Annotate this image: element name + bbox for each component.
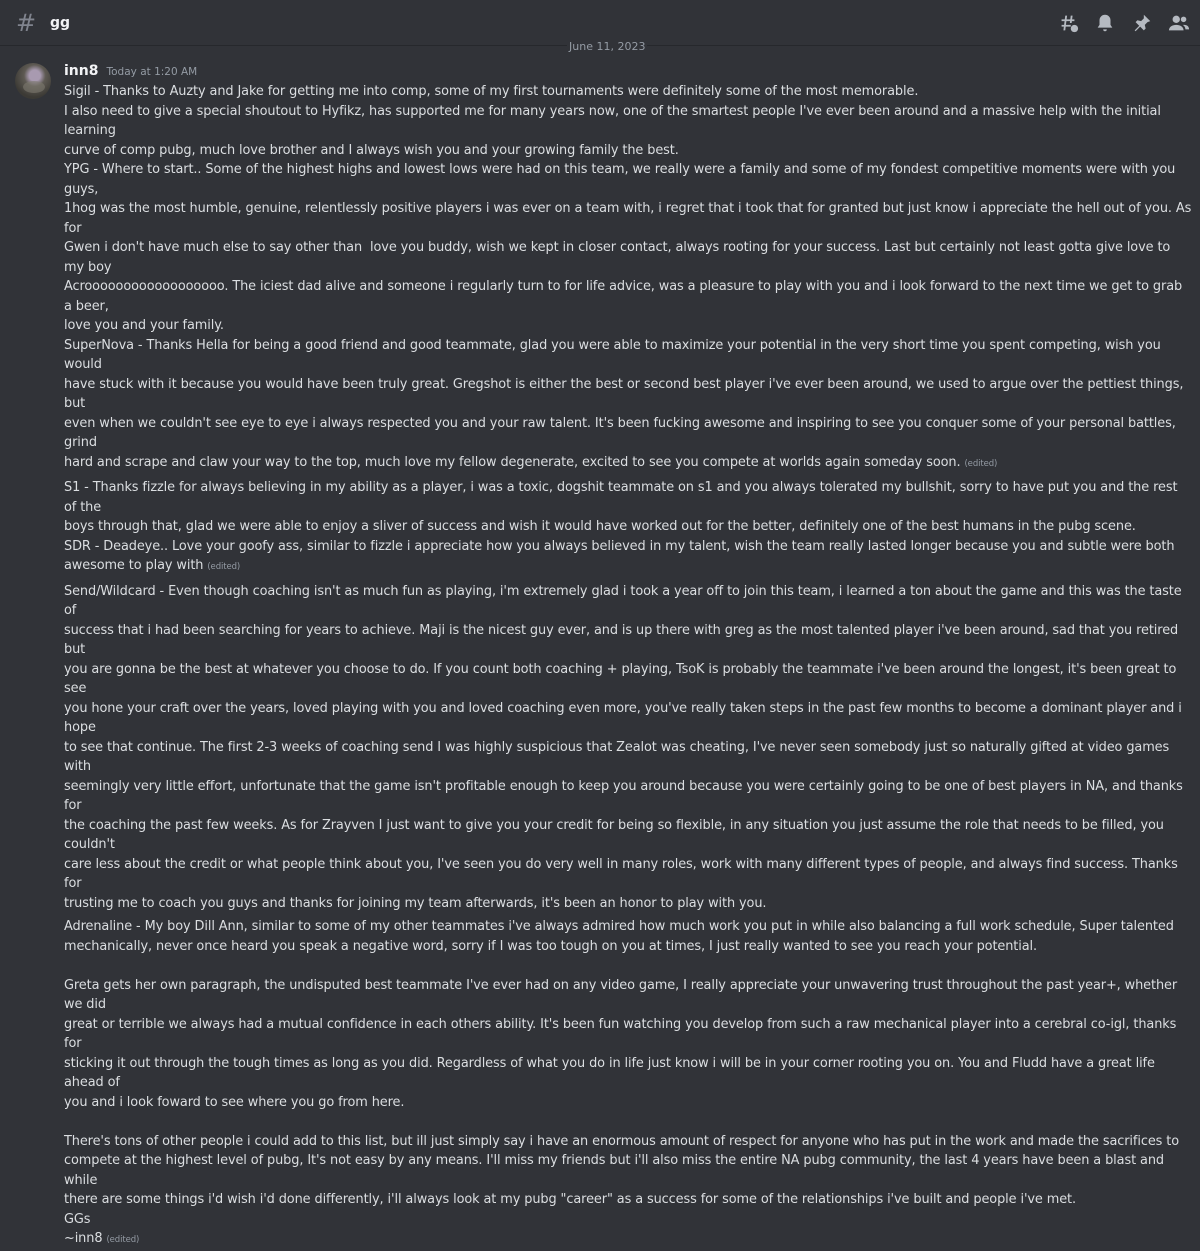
date-divider-label: June 11, 2023 [569, 40, 646, 53]
message-timestamp[interactable]: Today at 1:20 AM [106, 66, 198, 78]
header-toolbar [1057, 12, 1190, 34]
edited-label: (edited) [207, 562, 241, 572]
message-author[interactable]: inn8 [64, 63, 99, 79]
date-divider [0, 40, 1200, 53]
message-paragraph [64, 917, 1192, 1251]
members-icon[interactable] [1168, 12, 1190, 34]
paragraph-text: Sigil - Thanks to Auzty and Jake for getting me into comp, some of my first tournaments were definitely some of the most memorable. I also need to give a special shoutout to Hyfikz, has supported me for many years now, one of the smartest people I've ever been around and a massive help with the initial learning curve of comp pubg, much love brother and I always wish you and your growing family the best. YPG - Where to start.. Some of the highest highs and lowest lows were had on this team, we really were a family and some of my fondest competitive moments were with you guys, 1hog was the most humble, genuine, relentlessly positive players i was ever on a team with, i regret that i took that for granted but just know i appreciate the hell out of you. As for Gwen i don't have much else to say other than love you buddy, wish we kept in closer contact, always rooting for your success. Last but certainly not least gotta give love to my boy Acroooooooooooooooooo. The iciest dad alive and someone i regularly turn to for life advice, was a pleasure to play with you and i look forward to the next time we get to grab a beer, love you and your family. SuperNova - Thanks Hella for being a good friend and good teammate, glad you were able to maximize your potential in the very short time you spent competing, wish you would have stuck with it because you would have been truly great. Gregshot is either the best or second best player i've ever been around, we used to argue over the pettiest things, but even when we couldn't see eye to eye i always respected you and your raw talent. It's been fucking awesome and inspiring to see you conquer some of your personal battles, grind hard and scrape and claw your way to the top, much love my fellow degenerate, excited to see you compete at worlds again someday soon. [64, 84, 1192, 470]
avatar-image [23, 81, 45, 93]
message-content [64, 82, 1192, 1251]
hash-icon: # [16, 8, 37, 37]
bell-icon[interactable] [1094, 12, 1116, 34]
paragraph-text: Adrenaline - My boy Dill Ann, similar to some of my other teammates i've always admired how much work you put in while also balancing a full work schedule, Super talented mechanically, never once heard you speak a negative word, sorry if I was too tough on you at times, I just really wanted to see you reach your potential. Greta gets her own paragraph, the undisputed best teammate I've ever had on any video game, I really appreciate your unwavering trust throughout the past year+, whether we did great or terrible we always had a mutual confidence in each others ability. It's been fun watching you develop from such a raw mechanical player into a cerebral co-igl, thanks for sticking it out through the tough times as long as you did. Regardless of what you do in life just know i will be in your corner rooting you on. You and Fludd have a great life ahead of you and i look foward to see where you go from here. There's tons of other people i could add to this list, but ill just simply say i have an enormous amount of respect for anyone who has put in the work and made the sacrifices to compete at the highest level of pubg, It's not easy by any means. I'll miss my friends but i'll also miss the entire NA pubg community, the last 4 years have been a blast and while there are some things i'd wish i'd done differently, i'll always look at my pubg "career" as a success for some of the relationships i've built and people i've met. GGs ~inn8 [64, 919, 1180, 1246]
message-paragraph [64, 582, 1192, 914]
pin-icon[interactable] [1131, 12, 1153, 34]
edited-label: (edited) [106, 1235, 140, 1245]
message-paragraph [64, 478, 1192, 578]
threads-icon[interactable] [1057, 12, 1079, 34]
edited-label: (edited) [964, 458, 998, 469]
message-paragraph [64, 82, 1192, 474]
channel-name: gg [50, 14, 71, 31]
paragraph-text: S1 - Thanks fizzle for always believing in my ability as a player, i was a toxic, dogshit teammate on s1 and you always tolerated my bullshit, sorry to have put you and the rest of the boys through that, glad we were able to enjoy a sliver of success and wish it would have worked out for the better, definitely one of the best humans in the pubg scene. SDR - Deadeye.. Love your goofy ass, similar to fizzle i appreciate how you always believed in my talent, wish the team really lasted longer because you and subtle were both awesome to play with [64, 480, 1178, 573]
message-header [64, 63, 197, 83]
paragraph-text: Send/Wildcard - Even though coaching isn't as much fun as playing, i'm extremely glad i took a year off to join this team, i learned a ton about the game and this was the taste of success that i had been searching for years to achieve. Maji is the nicest guy ever, and is up there with greg as the most talented player i've been around, sad that you retired but you are gonna be the best at whatever you choose to do. If you count both coaching + playing, TsoK is probably the teammate i've been around the longest, it's been great to see you hone your craft over the years, loved playing with you and loved coaching even more, you've really taken steps in the past few months to become a dominant player and i hope to see that continue. The first 2-3 weeks of coaching send I was highly suspicious that Zealot was cheating, I've never seen somebody just so naturally gifted at video games with seemingly very little effort, unfortunate that the game isn't profitable enough to keep you around because you were certainly going to be one of best players in NA, and thanks for the coaching the past few weeks. As for Zrayven I just want to give you your credit for being so flexible, in any situation you just assume the role that needs to be filled, you couldn't care less about the credit or what people think about you, I've seen you do very well in many roles, work with many different types of people, and always find success. Thanks for trusting me to coach you guys and thanks for joining my team afterwards, it's been an honor to play with you. [64, 583, 1183, 911]
avatar[interactable] [15, 63, 51, 99]
